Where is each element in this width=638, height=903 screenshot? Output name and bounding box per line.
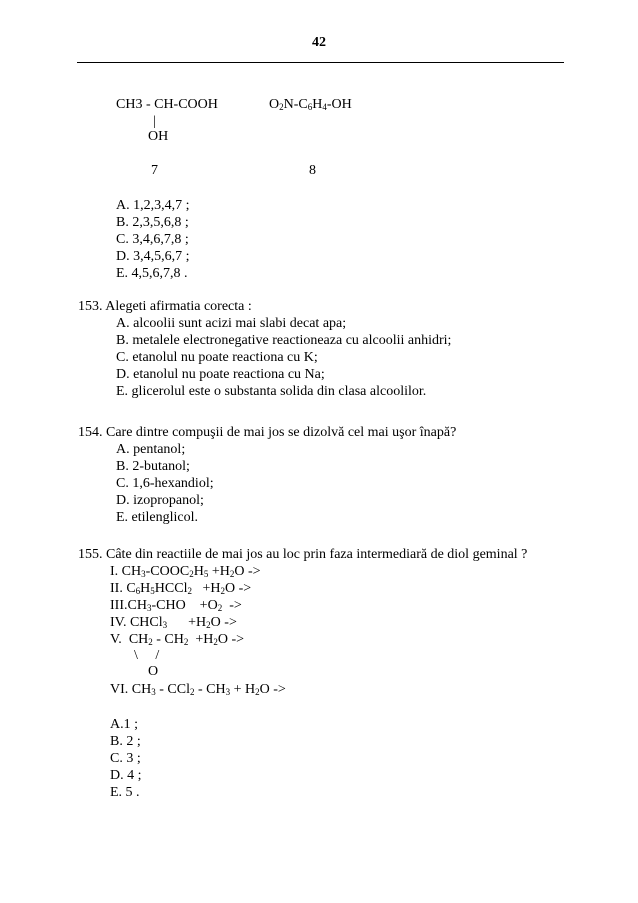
q154-option-b: B. 2-butanol; [116,459,190,474]
q154-option-c: C. 1,6-hexandiol; [116,476,214,491]
q155-option-c: C. 3 ; [110,751,141,766]
q152-option-c: C. 3,4,6,7,8 ; [116,232,189,247]
q155-option-a: A.1 ; [110,717,138,732]
q152-option-d: D. 3,4,5,6,7 ; [116,249,190,264]
q154-question: 154. Care dintre compuşii de mai jos se dizolvă cel mai uşor înapă? [78,425,457,440]
q153-option-c: C. etanolul nu poate reactiona cu K; [116,350,318,365]
page-number: 42 [312,35,326,50]
q155-option-d: D. 4 ; [110,768,142,783]
header-rule [77,62,564,63]
formula-8: $O_2N-C_6H_4-OH$ [269,97,352,112]
q152-option-e: E. 4,5,6,7,8 . [116,266,188,281]
q155-reaction-1: I. $CH_3-COOC_2H_5 +H_2O$ -> [110,564,261,579]
formula-7-bond: | [153,114,156,129]
q152-option-b: B. 2,3,5,6,8 ; [116,215,189,230]
formula-8-number: 8 [309,163,316,178]
q153-option-e: E. glicerolul este o substanta solida din clasa alcoolilor. [116,384,427,399]
q154-option-d: D. izopropanol; [116,493,204,508]
q153-option-a: A. alcoolii sunt acizi mai slabi decat apa; [116,316,347,331]
q154-option-e: E. etilenglicol. [116,510,199,525]
q155-reaction-5-ring-bonds: \ / [134,648,160,663]
q152-option-a: A. 1,2,3,4,7 ; [116,198,190,213]
formula-7-number: 7 [151,163,158,178]
q155-question: 155. Câte din reactiile de mai jos au loc prin faza intermediară de diol geminal ? [78,547,528,562]
q155-option-b: B. 2 ; [110,734,141,749]
q154-option-a: A. pentanol; [116,442,186,457]
q155-reaction-6: VI. $CH_3 - CCl_2 - CH_3 + H_2O$ -> [110,682,286,697]
q155-reaction-3: $III.CH_3$-CHO $+O_2$ -> [110,598,242,613]
formula-7-substituent: OH [148,129,169,144]
q153-question: 153. Alegeti afirmatia corecta : [78,299,252,314]
q155-reaction-4: IV. CHCl$_3$ $+H_2O$ -> [110,615,237,630]
q155-reaction-5-ring-oxygen: O [148,664,159,679]
q153-option-b: B. metalele electronegative reactioneaza cu alcoolii anhidri; [116,333,452,348]
formula-7-main: CH3 - CH-COOH [116,97,218,112]
q155-option-e: E. 5 . [110,785,140,800]
q155-reaction-2: II. $C_6H_5HCCl_2 +H_2O$ -> [110,581,252,596]
q155-reaction-5: V. $CH_2 - CH_2 +H_2O$ -> [110,632,245,647]
q153-option-d: D. etanolul nu poate reactiona cu Na; [116,367,325,382]
